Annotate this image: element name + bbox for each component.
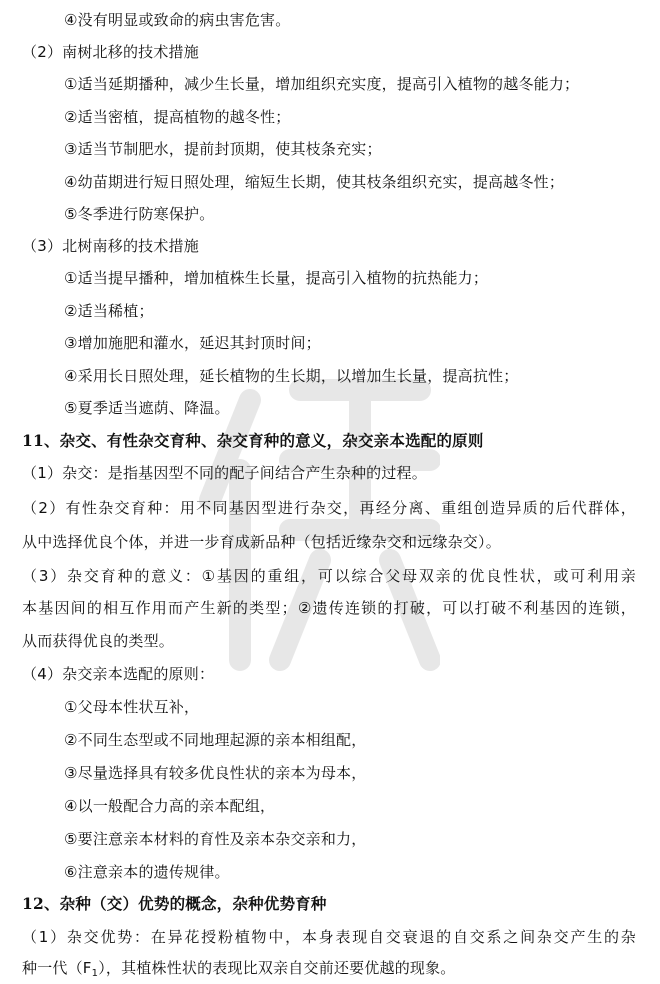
f1-text-before: 种一代（F [22, 959, 92, 977]
s11-p4-item-1: ①父母本性状互补， [64, 698, 200, 716]
s12-p1-line2 [22, 958, 456, 984]
n2s-item-2: ②适当稀植； [64, 302, 154, 320]
s12-p1-line1: （1）杂交优势：在异花授粉植物中，本身表现自交衰退的自交系之间杂交产生的杂 [22, 928, 636, 946]
n2s-item-4: ④采用长日照处理，延长植物的生长期，以增加生长量，提高抗性； [64, 367, 519, 385]
s2n-item-1: ①适当延期播种，减少生长量，增加组织充实度，提高引入植物的越冬能力； [64, 75, 580, 93]
s11-p4-item-4: ④以一般配合力高的亲本配组， [64, 797, 276, 815]
n2s-item-1: ①适当提早播种，增加植株生长量，提高引入植物的抗热能力； [64, 269, 489, 287]
f1-text-after: ），其植株性状的表现比双亲自交前还要优越的现象。 [98, 959, 456, 977]
s11-p3-line1: （3）杂交育种的意义：①基因的重组，可以综合父母双亲的优良性状，或可利用亲 [22, 567, 636, 585]
n2s-item-3: ③增加施肥和灌水，延迟其封顶时间； [64, 334, 321, 352]
s11-p1: （1）杂交：是指基因型不同的配子间结合产生杂种的过程。 [22, 464, 427, 482]
n2s-item-5: ⑤夏季适当遮荫、降温。 [64, 399, 230, 417]
s11-p3-line2: 本基因间的相互作用而产生新的类型；②遗传连锁的打破，可以打破不利基因的连锁， [22, 599, 636, 617]
s2n-item-2: ②适当密植，提高植物的越冬性； [64, 108, 291, 126]
item-4-no-pests: ④没有明显或致命的病虫害危害。 [64, 11, 291, 29]
s2n-item-3: ③适当节制肥水，提前封顶期，使其枝条充实； [64, 140, 382, 158]
s11-p4-item-2: ②不同生态型或不同地理起源的亲本相组配， [64, 731, 367, 749]
s11-p4-heading: （4）杂交亲本选配的原则： [22, 665, 215, 683]
s2n-item-4: ④幼苗期进行短日照处理，缩短生长期，使其枝条组织充实，提高越冬性； [64, 173, 565, 191]
s11-p3-line3: 从而获得优良的类型。 [22, 632, 175, 650]
f1-subscript: 1 [91, 968, 99, 979]
s11-p4-item-3: ③尽量选择具有较多优良性状的亲本为母本， [64, 764, 367, 782]
s11-p4-item-6: ⑥注意亲本的遗传规律。 [64, 863, 230, 881]
section-12-heading: 12、杂种（交）优势的概念，杂种优势育种 [22, 894, 327, 913]
s11-p2-line2: 从中选择优良个体，并进一步育成新品种（包括近缘杂交和远缘杂交）。 [22, 533, 501, 551]
s2n-item-5: ⑤冬季进行防寒保护。 [64, 205, 215, 223]
subheading-north-to-south: （3）北树南移的技术措施 [22, 237, 199, 255]
subheading-south-to-north: （2）南树北移的技术措施 [22, 43, 199, 61]
section-11-heading: 11、杂交、有性杂交育种、杂交育种的意义，杂交亲本选配的原则 [22, 431, 484, 450]
s11-p4-item-5: ⑤要注意亲本材料的育性及亲本杂交亲和力， [64, 830, 367, 848]
s11-p2-line1: （2）有性杂交育种：用不同基因型进行杂交，再经分离、重组创造异质的后代群体， [22, 499, 636, 517]
